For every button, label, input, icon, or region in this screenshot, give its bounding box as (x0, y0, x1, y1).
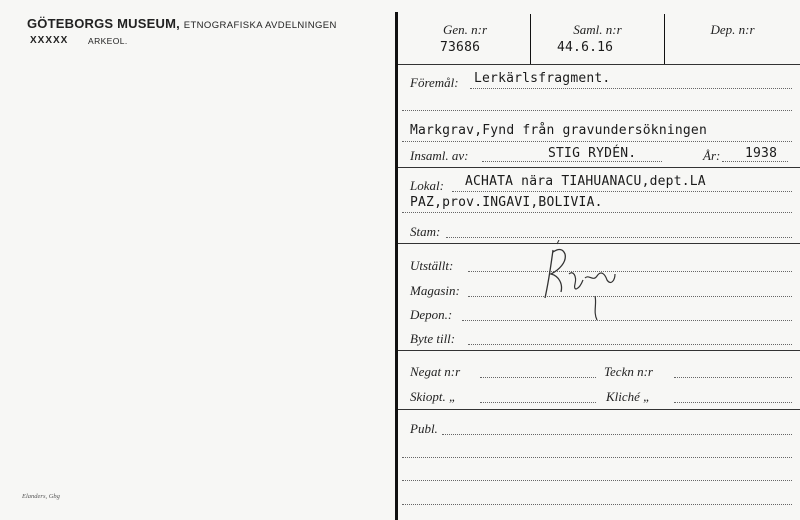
utstallt-line (468, 271, 792, 272)
byte-label: Byte till: (410, 331, 456, 346)
description-line (402, 141, 792, 142)
skiopt-line (480, 402, 596, 403)
negat-rule (398, 409, 800, 410)
foremal-label: Föremål: (410, 75, 459, 90)
lokal-label: Lokal: (410, 178, 444, 193)
description-value: Markgrav,Fynd från gravundersökningen (410, 123, 707, 138)
negat-label: Negat n:r (410, 364, 461, 379)
department-name: ETNOGRAFISKA AVDELNINGEN (183, 20, 337, 31)
lokal-line1 (452, 191, 792, 192)
publ-line-2 (402, 457, 792, 458)
magasin-line (468, 296, 792, 297)
depon-line (462, 320, 792, 321)
publ-line-3 (402, 480, 792, 481)
negat-line (480, 377, 596, 378)
gen-number-value: 73686 (440, 40, 481, 55)
printer-imprint: Elanders, Gbg (22, 493, 60, 500)
insaml-value: STIG RYDÉN. (548, 146, 637, 161)
utstallt-label: Utställt: (410, 258, 454, 273)
skiopt-label: Skiopt. „ (410, 389, 457, 404)
publ-label: Publ. (410, 421, 438, 436)
kliche-line (674, 402, 792, 403)
foremal-value: Lerkärlsfragment. (474, 71, 611, 86)
section-name: ARKEOL. (88, 36, 128, 46)
header-bottom-rule (398, 64, 800, 65)
museum-name (27, 16, 337, 31)
lokal-line2 (402, 212, 792, 213)
blank-line (402, 110, 792, 111)
handwritten-signature (535, 240, 625, 325)
saml-number-label: Saml. n:r (573, 22, 622, 37)
year-label: År: (703, 148, 721, 163)
insaml-label: Insaml. av: (410, 148, 469, 163)
year-line (722, 161, 788, 162)
teckn-line (674, 377, 792, 378)
byte-rule (398, 350, 800, 351)
stam-label: Stam: (410, 224, 441, 239)
insaml-line (482, 161, 662, 162)
struck-text: XXXXX (30, 35, 69, 46)
insaml-rule (398, 167, 800, 168)
gen-number-label: Gen. n:r (442, 22, 488, 37)
publ-line-1 (442, 434, 792, 435)
card-left-border (395, 12, 398, 520)
depon-label: Depon.: (410, 307, 453, 322)
byte-line (468, 344, 792, 345)
museum-title: GÖTEBORGS MUSEUM, (27, 16, 180, 31)
saml-number-value: 44.6.16 (557, 40, 614, 55)
kliche-label: Kliché „ (606, 389, 651, 404)
foremal-line (470, 88, 792, 89)
magasin-label: Magasin: (410, 283, 460, 298)
stam-line (446, 237, 792, 238)
dep-number-label: Dep. n:r (710, 22, 755, 37)
lokal-value-line2: PAZ,prov.INGAVI,BOLIVIA. (410, 195, 603, 210)
year-value: 1938 (745, 146, 778, 161)
lokal-value-line1: ACHATA nära TIAHUANACU,dept.LA (465, 174, 706, 189)
teckn-label: Teckn n:r (604, 364, 653, 379)
publ-line-4 (402, 504, 792, 505)
